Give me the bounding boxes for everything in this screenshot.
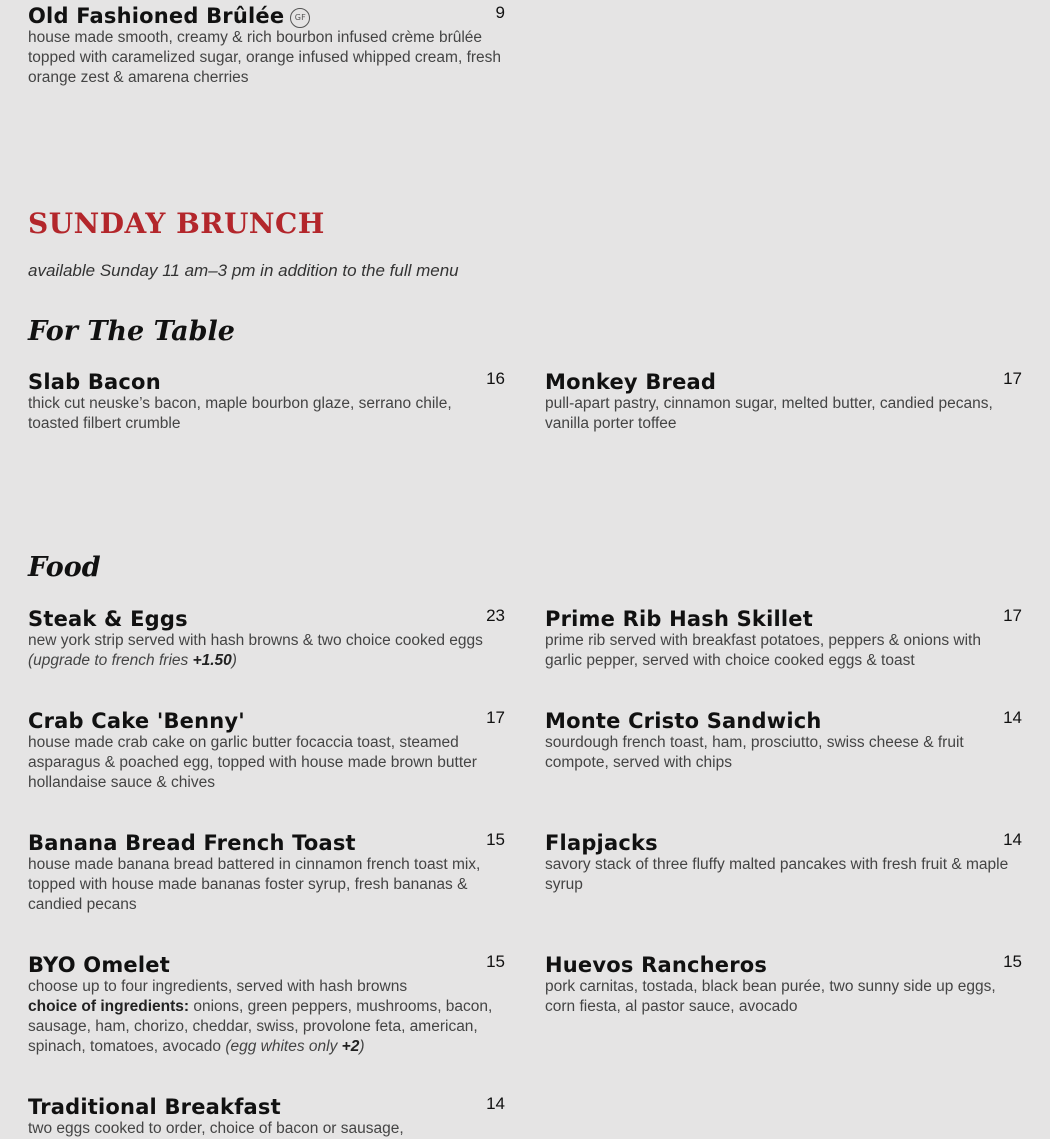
item-price: 15 xyxy=(486,952,505,971)
item-description: prime rib served with breakfast potatoes, peppers & onions with garlic pepper, served with choice cooked eggs & toast xyxy=(545,632,981,669)
item-description: choose up to four ingredients, served with hash browns choice of ingredients: onions, green peppers, mushrooms, bacon, sausage, ham, chorizo, cheddar, swiss, provolone feta, american, spinach, tomatoes, avocado (egg whites only +2) xyxy=(28,978,493,1055)
item-name: Traditional Breakfast xyxy=(28,1095,281,1119)
menu-item-monte-cristo-sandwich xyxy=(545,705,1022,773)
menu-item-banana-bread-french-toast xyxy=(28,827,505,915)
item-name: Monkey Bread xyxy=(545,370,717,394)
item-name: Crab Cake 'Benny' xyxy=(28,709,245,733)
item-description: thick cut neuske’s bacon, maple bourbon glaze, serrano chile, toasted filbert crumble xyxy=(28,395,452,432)
group-title-food: Food xyxy=(28,552,101,583)
item-name: Prime Rib Hash Skillet xyxy=(545,607,813,631)
item-description: two eggs cooked to order, choice of bacon or sausage, xyxy=(28,1120,404,1137)
item-description: house made crab cake on garlic butter focaccia toast, steamed asparagus & poached egg, topped with house made brown butter hollandaise sauce & chives xyxy=(28,734,477,791)
ingredients-label: choice of ingredients: xyxy=(28,998,190,1015)
item-name: Huevos Rancheros xyxy=(545,953,768,977)
item-price: 15 xyxy=(1003,952,1022,971)
section-subtitle: available Sunday 11 am–3 pm in addition to the full menu xyxy=(28,261,459,280)
item-description: pork carnitas, tostada, black bean purée, two sunny side up eggs, corn fiesta, al pastor sauce, avocado xyxy=(545,978,996,1015)
item-name: Banana Bread French Toast xyxy=(28,831,356,855)
item-name: BYO Omelet xyxy=(28,953,170,977)
menu-item-slab-bacon xyxy=(28,366,505,434)
item-description: sourdough french toast, ham, prosciutto, swiss cheese & fruit compote, served with chips xyxy=(545,734,964,771)
egg-whites-note: (egg whites only +2) xyxy=(225,1038,365,1055)
item-price: 17 xyxy=(486,708,505,727)
menu-item-old-fashioned-brulee xyxy=(28,0,505,88)
item-price: 23 xyxy=(486,606,505,625)
item-price: 14 xyxy=(486,1094,505,1113)
item-price: 14 xyxy=(1003,830,1022,849)
item-name: Flapjacks xyxy=(545,831,658,855)
item-description: pull-apart pastry, cinnamon sugar, melted butter, candied pecans, vanilla porter toffee xyxy=(545,395,993,432)
menu-item-prime-rib-hash-skillet xyxy=(545,603,1022,671)
group-title-for-the-table: For The Table xyxy=(28,316,235,347)
item-price: 14 xyxy=(1003,708,1022,727)
item-name: Old Fashioned Brûlée GF xyxy=(28,4,310,28)
item-name: Steak & Eggs xyxy=(28,607,188,631)
item-name: Slab Bacon xyxy=(28,370,161,394)
item-description: house made banana bread battered in cinnamon french toast mix, topped with house made bananas foster syrup, fresh bananas & candied pecans xyxy=(28,856,481,913)
item-price: 15 xyxy=(486,830,505,849)
section-title: SUNDAY BRUNCH xyxy=(28,207,325,240)
item-description: house made smooth, creamy & rich bourbon infused crème brûlée topped with caramelized sugar, orange infused whipped cream, fresh orange zest & amarena cherries xyxy=(28,29,502,86)
menu-item-monkey-bread xyxy=(545,366,1022,434)
item-name: Monte Cristo Sandwich xyxy=(545,709,822,733)
item-description: new york strip served with hash browns & two choice cooked eggs (upgrade to french fries +1.50) xyxy=(28,632,483,669)
item-price: 16 xyxy=(486,369,505,388)
menu-item-byo-omelet xyxy=(28,949,505,1057)
menu-item-steak-eggs xyxy=(28,603,505,671)
upgrade-note: (upgrade to french fries +1.50) xyxy=(28,652,237,669)
item-price: 17 xyxy=(1003,369,1022,388)
item-description: savory stack of three fluffy malted pancakes with fresh fruit & maple syrup xyxy=(545,856,1009,893)
menu-item-traditional-breakfast xyxy=(28,1091,505,1139)
item-price: 17 xyxy=(1003,606,1022,625)
menu-item-huevos-rancheros xyxy=(545,949,1022,1017)
item-price: 9 xyxy=(495,3,505,22)
menu-item-crab-cake-benny xyxy=(28,705,505,793)
menu-item-flapjacks xyxy=(545,827,1022,895)
gluten-free-icon: GF xyxy=(290,8,310,28)
